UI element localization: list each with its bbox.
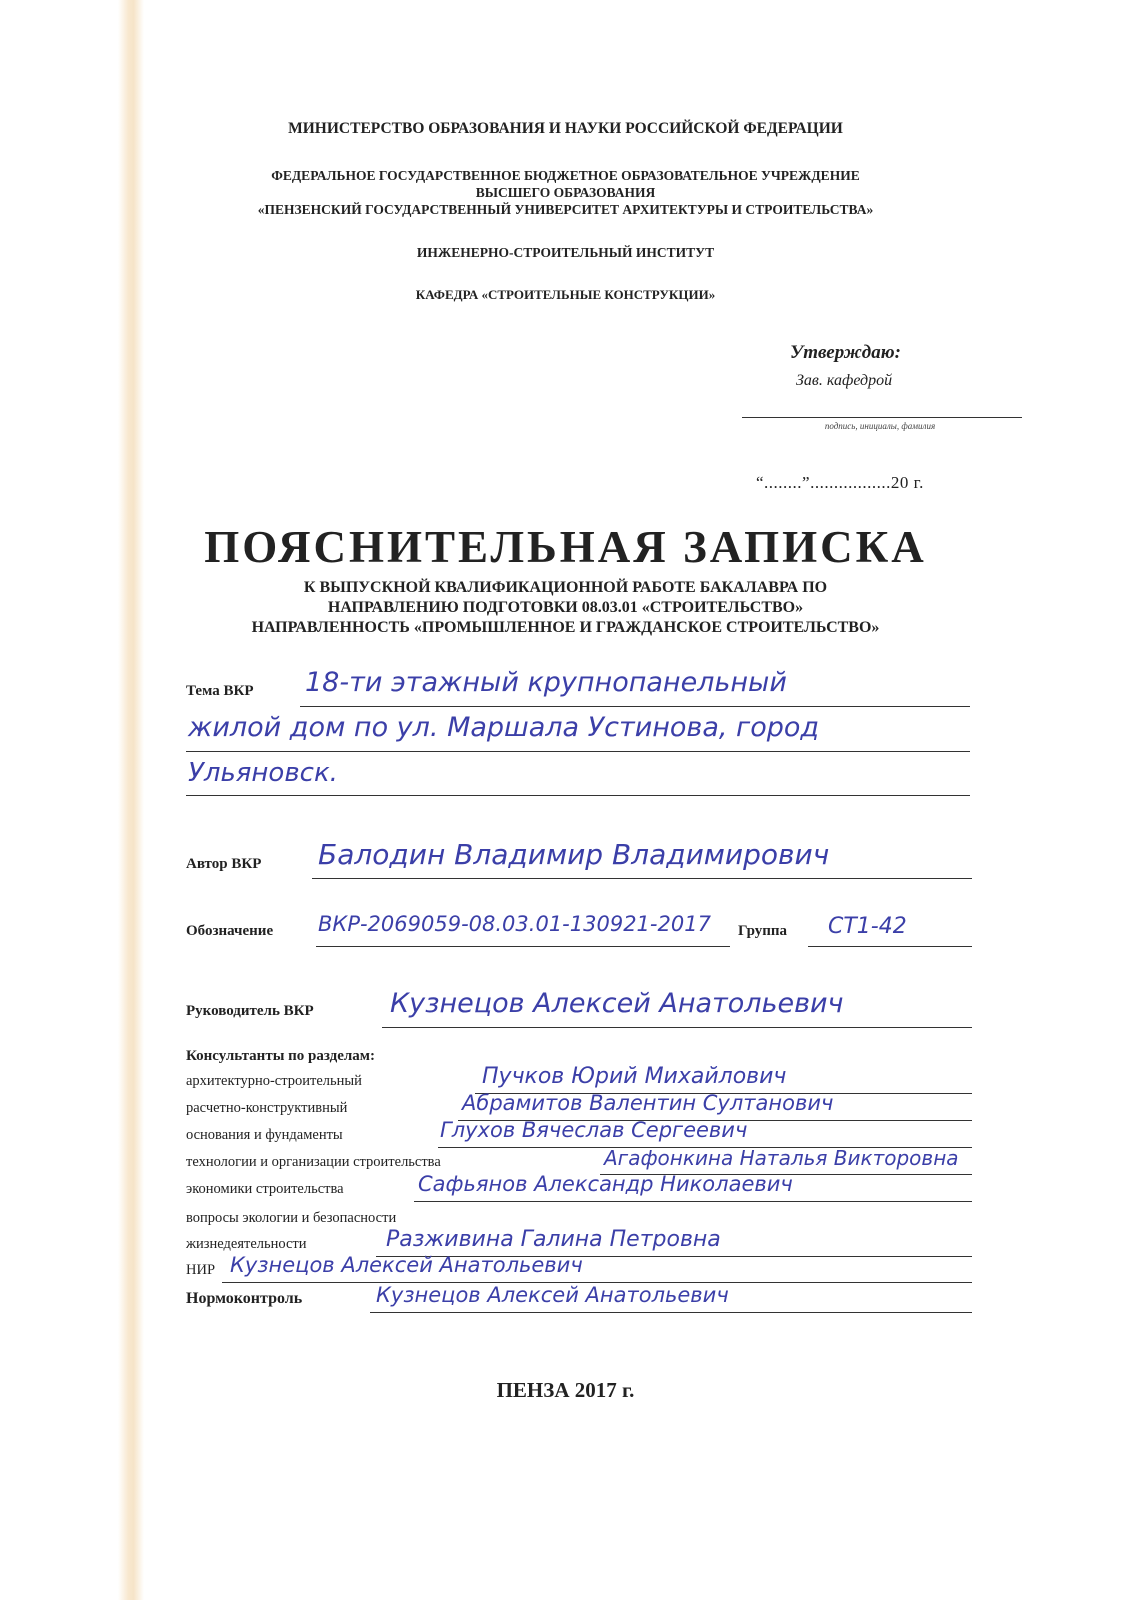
consultant-value-technology: Агафонкина Наталья Викторовна <box>604 1146 959 1170</box>
topic-underline-1 <box>300 706 970 707</box>
city-year-footer: ПЕНЗА 2017 г. <box>496 1378 635 1402</box>
author-value: Балодин Владимир Владимирович <box>318 838 830 871</box>
institution-heading <box>0 167 1131 218</box>
norm-control-underline <box>370 1312 972 1313</box>
consultant-label-technology: технологии и организации строительства <box>186 1154 441 1170</box>
group-label: Группа <box>738 923 788 939</box>
group-value: СТ1-42 <box>828 914 907 939</box>
subtitle-line-1: К ВЫПУСКНОЙ КВАЛИФИКАЦИОННОЙ РАБОТЕ БАКАЛАВРА ПО <box>303 579 828 596</box>
consultant-underline-economics <box>414 1201 972 1202</box>
designation-value: ВКР-2069059-08.03.01-130921-2017 <box>318 912 711 936</box>
signature-caption: подпись, инициалы, фамилия <box>824 421 936 431</box>
document-title: ПОЯСНИТЕЛЬНАЯ ЗАПИСКА <box>204 522 927 572</box>
norm-control-value: Кузнецов Алексей Анатольевич <box>376 1283 729 1307</box>
institution-line-1: ФЕДЕРАЛЬНОЕ ГОСУДАРСТВЕННОЕ БЮДЖЕТНОЕ ОБРАЗОВАТЕЛЬНОЕ УЧРЕЖДЕНИЕ <box>271 168 860 183</box>
designation-underline <box>316 946 730 947</box>
institute-heading: ИНЖЕНЕРНО-СТРОИТЕЛЬНЫЙ ИНСТИТУТ <box>416 245 715 260</box>
topic-value-line-1: 18-ти этажный крупнопанельный <box>305 667 787 698</box>
date-line: “........”.................20 г. <box>756 473 924 492</box>
consultant-label-arch: архитектурно-строительный <box>186 1073 362 1089</box>
consultant-value-research: Кузнецов Алексей Анатольевич <box>230 1253 583 1277</box>
author-underline <box>312 878 972 879</box>
norm-control-label: Нормоконтроль <box>186 1290 303 1307</box>
topic-label: Тема ВКР <box>186 683 254 699</box>
department-heading: КАФЕДРА «СТРОИТЕЛЬНЫЕ КОНСТРУКЦИИ» <box>415 287 716 302</box>
signature-line <box>742 417 1022 418</box>
supervisor-value: Кузнецов Алексей Анатольевич <box>390 988 844 1019</box>
consultant-label-research: НИР <box>186 1262 216 1278</box>
consultant-label-economics: экономики строительства <box>186 1181 344 1197</box>
approve-label: Утверждаю: <box>790 342 901 363</box>
consultant-value-arch: Пучков Юрий Михайлович <box>482 1064 787 1089</box>
consultant-label-calc: расчетно-конструктивный <box>186 1100 348 1116</box>
scan-margin-stripe <box>118 0 144 1600</box>
consultant-value-foundation: Глухов Вячеслав Сергеевич <box>440 1118 748 1142</box>
supervisor-label: Руководитель ВКР <box>186 1003 314 1019</box>
topic-value-line-2: жилой дом по ул. Маршала Устинова, город <box>188 712 820 743</box>
consultant-value-calc: Абрамитов Валентин Султанович <box>462 1091 834 1115</box>
supervisor-underline <box>382 1027 972 1028</box>
subtitle-line-2: НАПРАВЛЕНИЮ ПОДГОТОВКИ 08.03.01 «СТРОИТЕЛЬСТВО» <box>327 599 804 616</box>
approval-block <box>790 342 1050 390</box>
consultant-label-ecology: вопросы экологии и безопасности <box>186 1210 397 1226</box>
author-label: Автор ВКР <box>186 856 262 872</box>
topic-underline-2 <box>186 751 970 752</box>
consultant-value-economics: Сафьянов Александр Николаевич <box>418 1172 793 1196</box>
topic-underline-3 <box>186 795 970 796</box>
group-underline <box>808 946 972 947</box>
consultant-label-foundation: основания и фундаменты <box>186 1127 343 1143</box>
consultant-label-safety: жизнедеятельности <box>186 1236 307 1252</box>
institution-line-3: «ПЕНЗЕНСКИЙ ГОСУДАРСТВЕННЫЙ УНИВЕРСИТЕТ АРХИТЕКТУРЫ И СТРОИТЕЛЬСТВА» <box>257 202 874 217</box>
consultants-heading: Консультанты по разделам: <box>186 1048 376 1064</box>
approve-role: Зав. кафедрой <box>796 372 893 389</box>
topic-value-line-3: Ульяновск. <box>188 758 338 788</box>
institution-line-2: ВЫСШЕГО ОБРАЗОВАНИЯ <box>475 185 656 200</box>
consultant-value-safety: Разживина Галина Петровна <box>386 1227 721 1252</box>
designation-label: Обозначение <box>186 923 274 939</box>
document-subtitle <box>0 578 1131 638</box>
ministry-heading: МИНИСТЕРСТВО ОБРАЗОВАНИЯ И НАУКИ РОССИЙСКОЙ ФЕДЕРАЦИИ <box>288 120 843 137</box>
subtitle-line-3: НАПРАВЛЕННОСТЬ «ПРОМЫШЛЕННОЕ И ГРАЖДАНСКОЕ СТРОИТЕЛЬСТВО» <box>251 619 880 636</box>
